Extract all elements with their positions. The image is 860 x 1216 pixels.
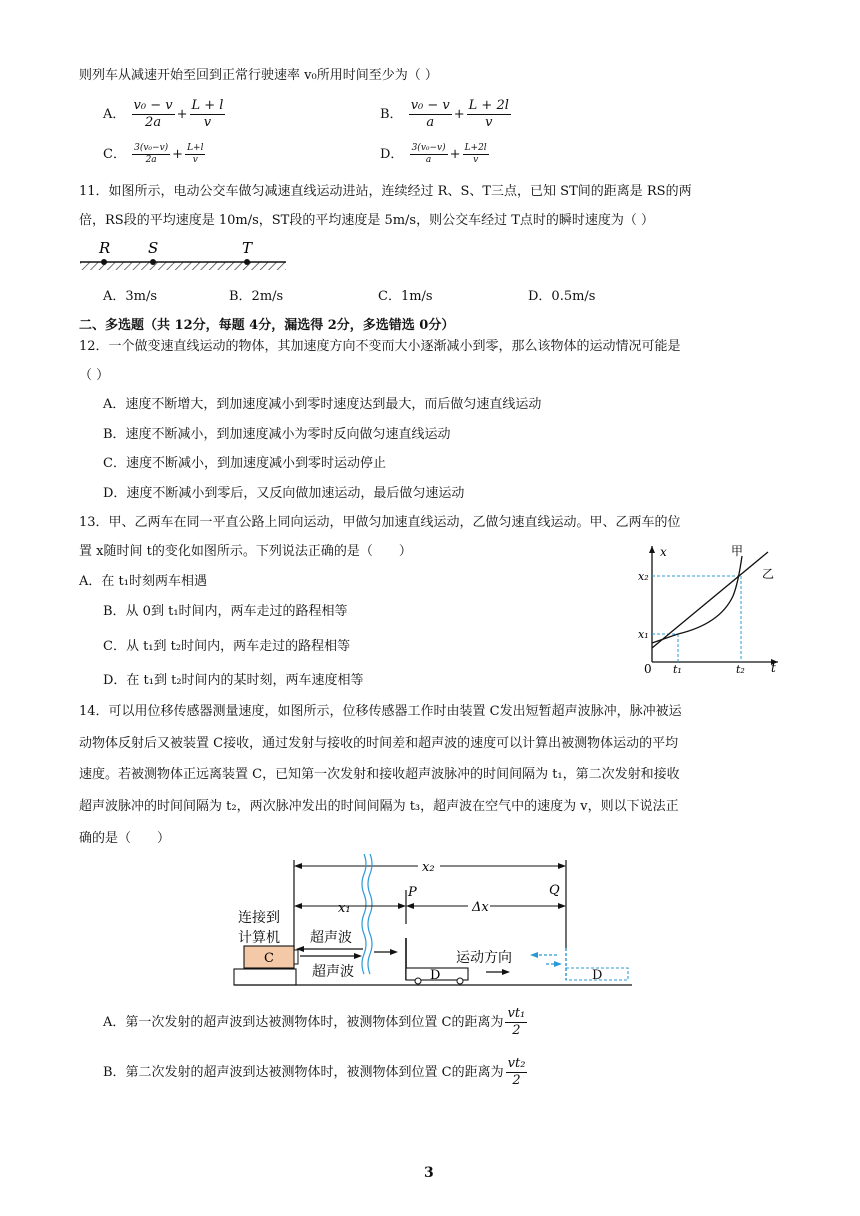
x1-label: x₁ <box>338 901 351 916</box>
q11-option-a: A．3m/s <box>103 289 158 304</box>
q13-option-b: B．从 0到 t₁时间内，两车走过的路程相等 <box>103 604 348 619</box>
x1-label: x₁ <box>638 628 649 641</box>
q14-sensor-figure <box>228 852 638 990</box>
base-block <box>234 969 296 985</box>
q11-line2: 倍，RS段的平均速度是 10m/s，ST段的平均速度是 5m/s，则公交车经过 T点时的瞬时速度为（ ） <box>79 213 655 228</box>
fraction: $\frac{L + 2l}{v}$ <box>468 98 509 130</box>
q11-line1: 11．如图所示，电动公交车做匀减速直线运动进站，连续经过 R、S、T三点，已知 ST间的距离是 RS的两 <box>79 184 692 199</box>
q11-option-c: C．1m/s <box>378 289 433 304</box>
q-label: Q <box>549 883 560 898</box>
fraction: $\frac{\text{vt₂}}{2}$ <box>507 1056 526 1088</box>
q12-line1: 12．一个做变速直线运动的物体，其加速度方向不变而大小逐渐减小到零，那么该物体的运动情况可能是 <box>79 339 681 354</box>
section-heading: 二、多选题（共 12分，每题 4分，漏选得 2分，多选错选 0分） <box>79 318 455 333</box>
t-axis-label: t <box>771 661 776 675</box>
device-c-label: C <box>264 951 274 966</box>
fraction: $\frac{L+l}{v}$ <box>187 143 204 165</box>
q11-road-figure <box>75 234 295 284</box>
label-s: S <box>148 239 159 257</box>
point-s <box>150 259 156 265</box>
option-label: A． <box>103 107 126 122</box>
q13-line1: 13．甲、乙两车在同一平直公路上同向运动，甲做匀加速直线运动，乙做匀速直线运动。甲、乙两车的位 <box>79 515 681 530</box>
q14-option-a <box>103 1006 529 1039</box>
direction-label: 运动方向 <box>456 950 512 966</box>
t2-label: t₂ <box>736 663 745 676</box>
q10-option-b: B． $\frac{\text{v₀ − v}}{a}$ + $\frac{L + 2l}{v}$ <box>380 98 509 130</box>
q10-option-d: D． $\frac{\text{3(v₀−v)}}{a}$ + $\frac{L+2l}{v}$ <box>380 143 487 165</box>
fraction: $\frac{\text{vt₁}}{2}$ <box>507 1006 526 1038</box>
q13-option-c: C．从 t₁到 t₂时间内，两车走过的路程相等 <box>103 639 351 654</box>
connect-label-1: 连接到 <box>238 910 280 926</box>
p-label: P <box>408 885 417 900</box>
wave-label-bottom: 超声波 <box>312 964 354 980</box>
q14-line3: 速度。若被测物体正远离装置 C，已知第一次发射和接收超声波脉冲的时间间隔为 t₁，第二次发射和接收 <box>79 767 680 782</box>
fraction: $\frac{\text{v₀ − v}}{a}$ <box>410 98 450 130</box>
connect-label-2: 计算机 <box>238 930 280 946</box>
fraction: $\frac{\text{3(v₀−v)}}{2a}$ <box>134 143 169 165</box>
q12-option-c: C．速度不断减小，到加速度减小到零时运动停止 <box>103 456 386 471</box>
option-b-text: B．第二次发射的超声波到达被测物体时，被测物体到位置 C的距离为 <box>103 1065 504 1080</box>
option-label: C． <box>103 147 126 162</box>
option-label: D． <box>380 147 404 162</box>
wave-label-top: 超声波 <box>310 930 352 946</box>
ground-hatch <box>80 262 286 270</box>
curve-jia <box>652 556 742 643</box>
q12-line2: （ ） <box>79 368 110 383</box>
q10-stem: 则列车从减速开始至回到正常行驶速率 v₀所用时间至少为（ ） <box>79 68 438 83</box>
fraction: $\frac{\text{3(v₀−v)}}{a}$ <box>411 143 446 165</box>
q13-option-a: A．在 t₁时刻两车相遇 <box>79 574 207 589</box>
q12-option-d: D．速度不断减小到零后，又反向做加速运动，最后做匀速运动 <box>103 486 465 501</box>
dx-label: Δx <box>472 900 489 915</box>
q11-option-d: D．0.5m/s <box>528 289 596 304</box>
q12-option-b: B．速度不断减小，到加速度减小为零时反向做匀速直线运动 <box>103 427 451 442</box>
q10-option-c: C． $\frac{\text{3(v₀−v)}}{2a}$ + $\frac{L+l}{v}$ <box>103 143 204 165</box>
page-number: 3 <box>424 1165 434 1181</box>
x-axis-label: x <box>660 545 667 559</box>
x2-label: x₂ <box>638 570 649 583</box>
label-t: T <box>242 239 253 257</box>
option-label: B． <box>380 107 403 122</box>
t1-label: t₁ <box>673 663 682 676</box>
x2-label: x₂ <box>422 860 435 875</box>
cart-d-label: D <box>430 968 441 983</box>
point-t <box>244 259 250 265</box>
point-r <box>101 259 107 265</box>
fraction: $\frac{L + l}{v}$ <box>191 98 224 130</box>
q14-line2: 动物体反射后又被装置 C接收，通过发射与接收的时间差和超声波的速度可以计算出被测物体运动的平均 <box>79 736 679 751</box>
fraction: $\frac{L+2l}{v}$ <box>464 143 487 165</box>
label-r: R <box>99 239 111 257</box>
line-yi <box>652 552 768 648</box>
q10-option-a: A． $\frac{\text{v₀ − v}}{2a}$ + $\frac{L + l}{v}$ <box>103 98 224 130</box>
q13-line2: 置 x随时间 t的变化如图所示。下列说法正确的是（ ） <box>79 544 412 559</box>
q14-line1: 14．可以用位移传感器测量速度，如图所示，位移传感器工作时由装置 C发出短暂超声波脉冲，脉冲被运 <box>79 704 682 719</box>
q13-option-d: D．在 t₁到 t₂时间内的某时刻，两车速度相等 <box>103 673 364 688</box>
yi-label: 乙 <box>762 567 775 581</box>
q12-option-a: A．速度不断增大，到加速度减小到零时速度达到最大，而后做匀速直线运动 <box>103 397 542 412</box>
q14-line4: 超声波脉冲的时间间隔为 t₂，两次脉冲发出的时间间隔为 t₃，超声波在空气中的速度为 v，则以下说法正 <box>79 799 679 814</box>
q11-option-b: B．2m/s <box>229 289 284 304</box>
q13-xt-graph <box>630 538 782 678</box>
origin-label: 0 <box>644 662 652 676</box>
q14-line5: 确的是（ ） <box>79 831 171 846</box>
ghost-cart-d-label: D <box>592 968 603 983</box>
jia-label: 甲 <box>731 544 744 558</box>
q14-option-b <box>103 1056 529 1089</box>
fraction: $\frac{\text{v₀ − v}}{2a}$ <box>133 98 173 130</box>
option-a-text: A．第一次发射的超声波到达被测物体时，被测物体到位置 C的距离为 <box>103 1015 504 1030</box>
